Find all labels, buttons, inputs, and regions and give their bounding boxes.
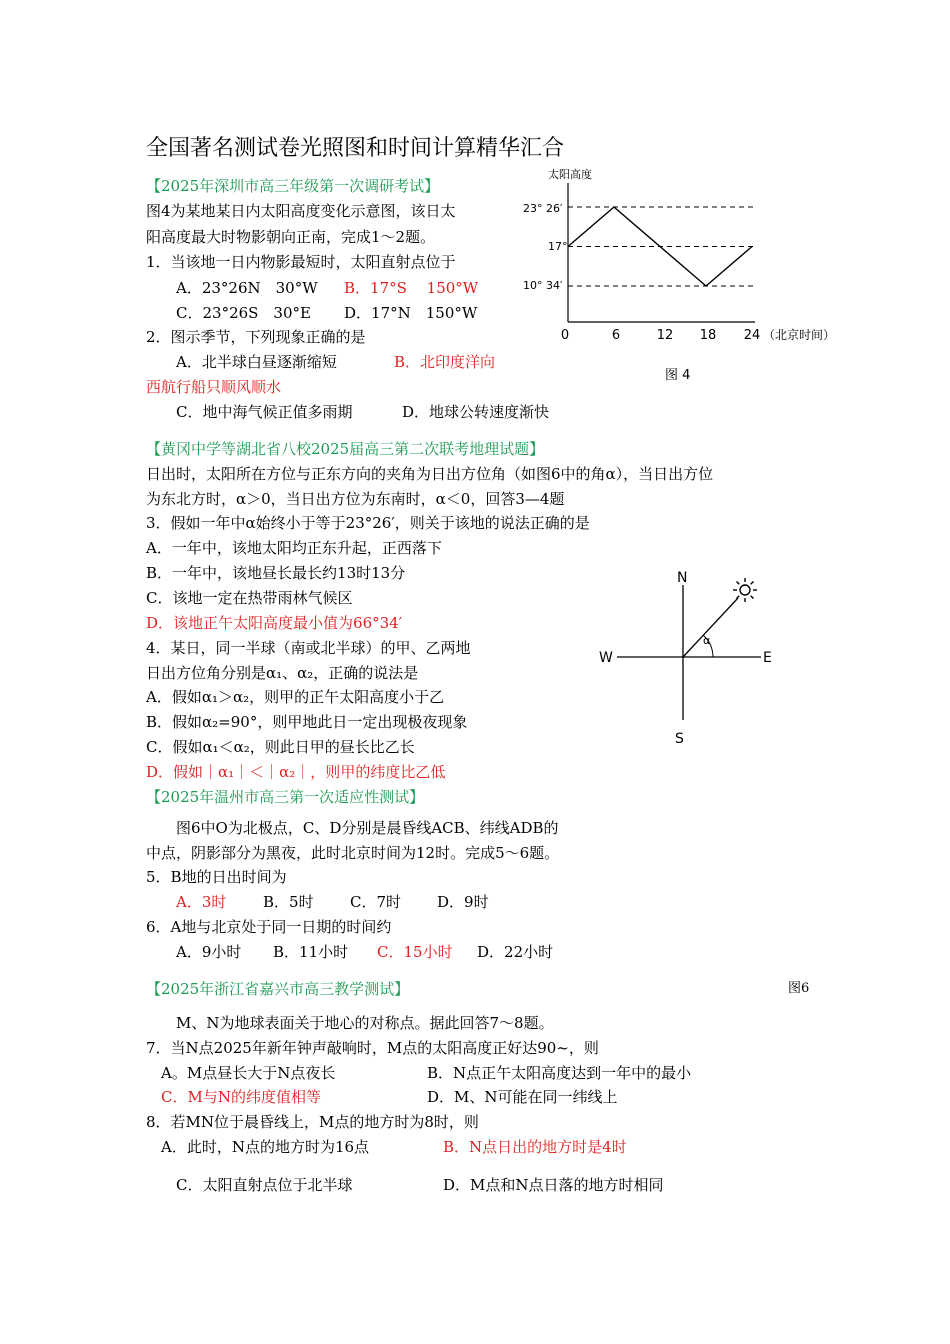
q5-option-d: D．9时 [437,893,489,911]
q4-option-c: C．假如α₁＜α₂，则此日甲的昼长比乙长 [146,738,415,756]
q2-option-a: A．北半球白昼逐渐缩短 [176,353,337,371]
section-1-header: 【2025年深圳市高三年级第一次调研考试】 [146,177,440,195]
section-2-header: 【黄冈中学等湖北省八校2025届高三第二次联考地理试题】 [146,440,545,458]
q2-option-b-part-2: 西航行船只顺风顺水 [146,378,282,396]
q5-option-a: A．3时 [176,893,227,911]
question-4-line-1: 4．某日，同一半球（南或北半球）的甲、乙两地 [146,639,471,657]
question-5: 5．B地的日出时间为 [146,868,287,886]
q1-option-a: A．23°26N 30°W [176,279,318,297]
q6-option-b: B．11小时 [273,943,349,961]
fig4-x-tick-6: 6 [611,328,621,343]
page-title: 全国著名测试卷光照图和时间计算精华汇合 [146,136,565,161]
compass-label-w: W [599,650,613,666]
compass-label-e: E [763,650,772,666]
section-2-intro-line-1: 日出时，太阳所在方位与正东方向的夹角为日出方位角（如图6中的角α），当日出方位 [146,465,714,483]
section-3-header: 【2025年温州市高三第一次适应性测试】 [146,788,425,806]
figure-6-caption: 图6 [788,981,810,996]
q8-option-b: B．N点日出的地方时是4时 [443,1138,627,1156]
fig4-y-tick-min: 10° 34′ [523,279,563,292]
q5-option-c: C．7时 [350,893,402,911]
q3-option-d: D．该地正午太阳高度最小值为66°34′ [146,614,403,632]
compass-label-s: S [675,731,684,747]
section-4-header: 【2025年浙江省嘉兴市高三教学测试】 [146,980,410,998]
q1-option-d: D．17°N 150°W [344,304,478,322]
q7-option-c: C．M与N的纬度值相等 [161,1088,321,1106]
question-3: 3．假如一年中α始终小于等于23°26′，则关于该地的说法正确的是 [146,514,590,532]
q1-option-c: C．23°26S 30°E [176,304,311,322]
question-6: 6．A地与北京处于同一日期的时间约 [146,918,392,936]
sunrise-direction-line [683,598,738,657]
fig4-x-tick-0: 0 [560,328,570,343]
q2-option-b-part-1: B．北印度洋向 [394,353,496,371]
section-3-intro-line-2: 中点，阴影部分为黑夜，此时北京时间为12时。完成5～6题。 [146,844,560,862]
q7-option-a: A。M点昼长大于N点夜长 [161,1064,336,1082]
compass-label-alpha: α [703,634,711,647]
q4-option-b: B．假如α₂=90°，则甲地此日一定出现极夜现象 [146,713,468,731]
question-8: 8．若MN位于晨昏线上，M点的地方时为8时，则 [146,1113,479,1131]
q8-option-a: A．此时，N点的地方时为16点 [161,1138,370,1156]
q8-option-d: D．M点和N点日落的地方时相同 [443,1176,664,1194]
fig4-x-tick-24: 24 [743,328,761,343]
q2-option-d: D．地球公转速度渐快 [402,403,550,421]
compass-figure [585,560,795,750]
sun-icon [733,578,757,602]
q3-option-c: C．该地一定在热带雨林气候区 [146,589,353,607]
fig4-x-tick-12: 12 [656,328,674,343]
fig4-x-axis-label: （北京时间） [763,328,836,342]
question-1: 1．当该地一日内物影最短时，太阳直射点位于 [146,253,456,271]
question-7: 7．当N点2025年新年钟声敲响时，M点的太阳高度正好达90~，则 [146,1039,599,1057]
q4-option-d: D．假如｜α₁｜＜｜α₂｜，则甲的纬度比乙低 [146,763,446,781]
section-2-intro-line-2: 为东北方时，α＞0，当日出方位为东南时，α＜0，回答3—4题 [146,490,565,508]
q7-option-b: B．N点正午太阳高度达到一年中的最小 [427,1064,692,1082]
q6-option-d: D．22小时 [477,943,554,961]
section-1-intro-line-2: 阳高度最大时物影朝向正南，完成1～2题。 [146,228,436,246]
section-1-intro-line-1: 图4为某地某日内太阳高度变化示意图，该日太 [146,202,456,220]
question-4-line-2: 日出方位角分别是α₁、α₂，正确的说法是 [146,664,419,682]
q3-option-a: A．一年中，该地太阳均正东升起，正西落下 [146,539,442,557]
q5-option-b: B．5时 [263,893,314,911]
q1-option-b: B．17°S 150°W [344,279,479,297]
question-2: 2．图示季节，下列现象正确的是 [146,328,366,346]
q6-option-c: C．15小时 [377,943,453,961]
section-4-intro: M、N为地球表面关于地心的对称点。据此回答7～8题。 [176,1014,554,1032]
q8-option-c: C．太阳直射点位于北半球 [176,1176,353,1194]
q3-option-b: B．一年中，该地昼长最长约13时13分 [146,564,406,582]
section-3-intro-line-1: 图6中O为北极点，C、D分别是晨昏线ACB、纬线ADB的 [176,819,559,837]
fig4-y-axis-label: 太阳高度 [548,168,592,181]
q4-option-a: A．假如α₁＞α₂，则甲的正午太阳高度小于乙 [146,688,445,706]
q7-option-d: D．M、N可能在同一纬线上 [427,1088,618,1106]
fig4-caption: 图 4 [665,368,691,383]
fig4-y-tick-17: 17° [548,240,568,253]
compass-label-n: N [677,570,688,586]
fig4-y-tick-max: 23° 26′ [523,202,563,215]
fig4-x-tick-18: 18 [699,328,717,343]
q6-option-a: A．9小时 [176,943,242,961]
figure-4-chart [515,165,860,390]
q2-option-c: C．地中海气候正值多雨期 [176,403,353,421]
